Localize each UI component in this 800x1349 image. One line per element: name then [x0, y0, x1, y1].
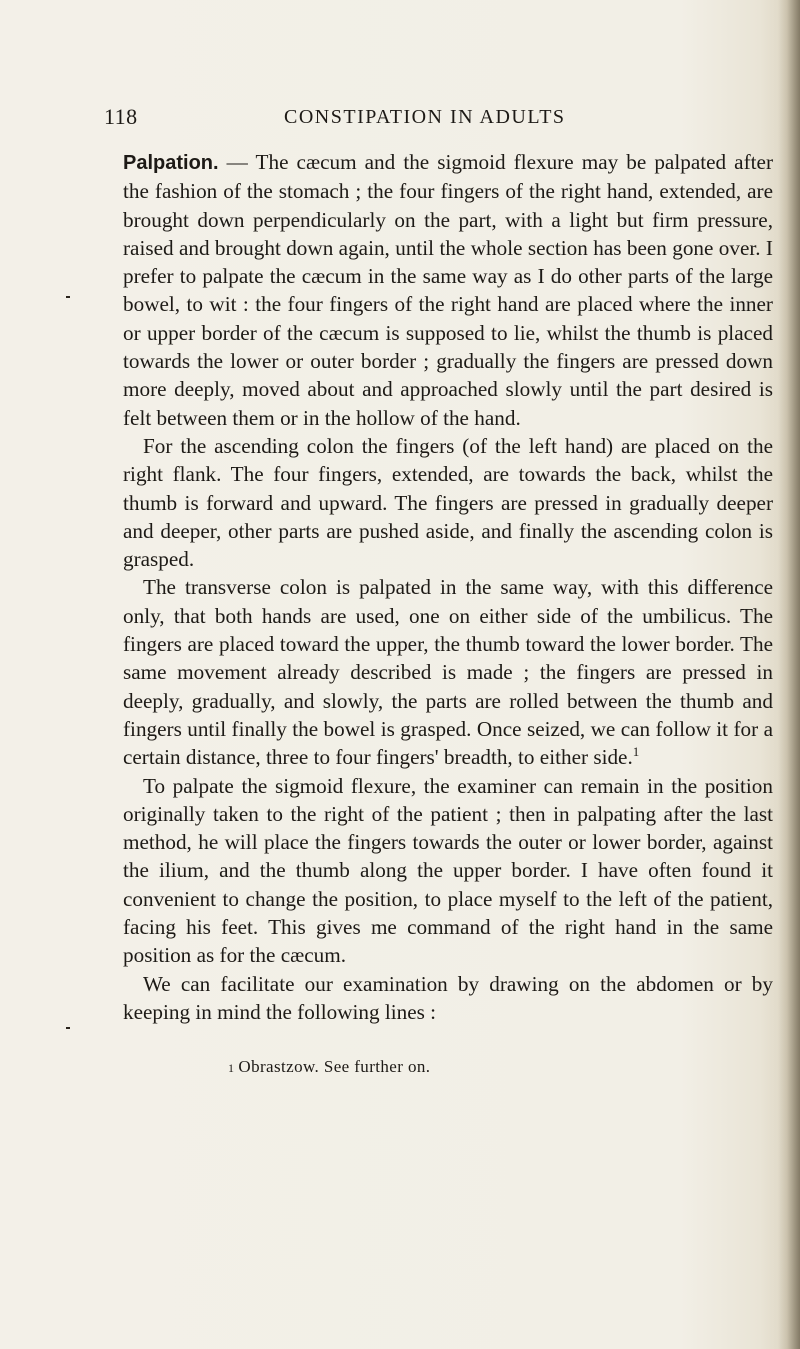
- page-number: 118: [104, 104, 138, 129]
- paragraph-ascending-colon: [123, 432, 773, 573]
- body-text: [123, 148, 773, 1026]
- paragraph-text: To palpate the sigmoid flexure, the examiner can remain in the position originally taken to the right of the patient ; then in palpating after the last method, he will place the fingers towards the outer or lower border, against the ilium, and the thumb along the upper border. I have often found it convenient to change the position, to place myself to the left of the patient, facing his feet. This gives me command of the right hand in the same position as for the cæcum.: [123, 773, 773, 968]
- running-head: CONSTIPATION IN ADULTS: [284, 106, 566, 128]
- paragraph-sigmoid-flexure: [123, 772, 773, 970]
- page-edge-shadow: [778, 0, 800, 1349]
- paragraph-text: For the ascending colon the fingers (of the left hand) are placed on the right flank. The four fingers, extended, are towards the back, whilst the thumb is forward and upward. The fingers are pressed in gradually deeper and deeper, other parts are pushed aside, and finally the ascending colon is grasped.: [123, 433, 773, 572]
- paragraph-text: The transverse colon is palpated in the same way, with this difference only, that both hands are used, one on either side of the umbilicus. The fingers are placed toward the upper, the thumb toward the lower border. The same movement already described is made ; the fingers are pressed in deeply, gradually, and slowly, the parts are rolled between the thumb and fingers until finally the bowel is grasped. Once seized, we can follow it for a certain distance, three to four fingers' breadth, to either side.: [123, 575, 773, 770]
- footnote: [228, 1057, 430, 1077]
- margin-mark: [66, 1027, 70, 1029]
- paragraph-facilitate: [123, 970, 773, 1027]
- paragraph-transverse-colon: [123, 573, 773, 771]
- page-header: [104, 104, 574, 134]
- footnote-reference: 1: [632, 744, 640, 760]
- paragraph-palpation: [123, 148, 773, 432]
- margin-mark: [66, 296, 70, 298]
- footnote-text: Obrastzow. See further on.: [238, 1057, 431, 1076]
- run-in-heading: Palpation.: [123, 152, 219, 174]
- paragraph-text: — The cæcum and the sigmoid flexure may be palpated after the fashion of the stomach ; the four fingers of the right hand, extended, are brought down perpendicularly on the part, with a light but firm pressure, raised and brought down again, until the whole section has been gone over. I prefer to palpate the cæcum in the same way as I do other parts of the large bowel, to wit : the four fingers of the right hand are placed where the inner or upper border of the cæcum is supposed to lie, whilst the thumb is placed towards the lower or outer border ; gradually the fingers are pressed down more deeply, moved about and approached slowly until the part desired is felt between them or in the hollow of the hand.: [123, 150, 773, 430]
- paragraph-text: We can facilitate our examination by drawing on the abdomen or by keeping in mind the following lines :: [123, 971, 773, 1024]
- footnote-number: 1: [228, 1061, 235, 1075]
